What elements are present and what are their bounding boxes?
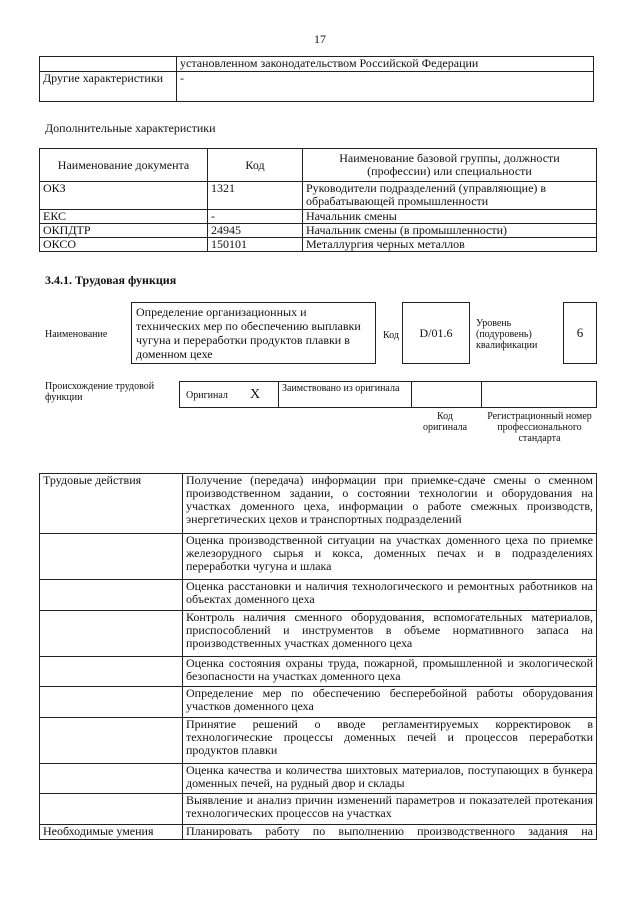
actions-table: [39, 473, 597, 840]
top-table: [39, 56, 594, 102]
level-value-box: [563, 302, 597, 364]
action-item: Оценка расстановки и наличия технологического и ремонтных работников на объектах доменного цеха: [183, 580, 597, 611]
action-item: Оценка состояния охраны труда, пожарной, промышленной и экологической безопасности на участках доменного цеха: [183, 657, 597, 687]
original-label: Оригинал: [186, 390, 228, 401]
actions-label: [40, 580, 183, 611]
name-value: Определение организационных и технических мер по обеспечению выплавки чугуна и переработки продуктов плавки в доменном цехе: [136, 305, 361, 361]
doc-header: Код: [208, 149, 303, 182]
code-label: Код: [383, 330, 399, 341]
code-original-cell: [413, 382, 482, 407]
code-original-caption: Код оригинала: [422, 411, 468, 433]
doc-table: [39, 148, 597, 252]
actions-label: [40, 718, 183, 764]
action-item: Оценка производственной ситуации на участках доменного цеха по приемке железорудного сырья и кокса, доменных печах и в подразделениях переработки чугуна и шлака: [183, 534, 597, 580]
name-value-box: [131, 302, 376, 364]
actions-label: Трудовые действия: [40, 474, 183, 534]
doc-cell: 150101: [208, 238, 303, 252]
borrowed-cell: [279, 382, 412, 407]
code-value: D/01.6: [419, 325, 453, 340]
other-characteristics-value: -: [177, 72, 594, 102]
doc-cell: 1321: [208, 182, 303, 210]
function-heading: 3.4.1. Трудовая функция: [45, 273, 177, 287]
name-label: Наименование: [45, 329, 108, 340]
skill-item: Планировать работу по выполнению производственного задания на: [183, 825, 597, 840]
doc-header: Наименование документа: [40, 149, 208, 182]
action-item: Получение (передача) информации при приемке-сдаче смены о сменном производственном задании, о состоянии технологии и оборудования на участках доменного цеха, информации о работе смежных производств, энергетических цехов и транспортных подразделений: [183, 474, 597, 534]
doc-cell: Руководители подразделений (управляющие) в обрабатывающей промышленности: [303, 182, 597, 210]
doc-cell: -: [208, 210, 303, 224]
original-cell: [180, 382, 279, 407]
additional-heading: Дополнительные характеристики: [45, 121, 216, 135]
action-item: Определение мер по обеспечению бесперебойной работы оборудования участков доменного цеха: [183, 687, 597, 718]
skills-label: Необходимые умения: [40, 825, 183, 840]
actions-label: [40, 687, 183, 718]
borrowed-label: Заимствовано из оригинала: [282, 383, 400, 394]
doc-cell: Начальник смены (в промышленности): [303, 224, 597, 238]
level-value: 6: [576, 325, 584, 340]
action-item: Контроль наличия сменного оборудования, вспомогательных материалов, приспособлений и инструментов в объеме нормативного запаса на производственных участках доменного цеха: [183, 611, 597, 657]
code-value-box: [402, 302, 470, 364]
actions-label: [40, 764, 183, 794]
level-label: Уровень (подуровень) квалификации: [476, 318, 538, 351]
actions-label: [40, 534, 183, 580]
actions-label: [40, 611, 183, 657]
origin-box: [179, 381, 597, 408]
origin-label: Происхождение трудовой функции: [45, 381, 155, 403]
action-item: Оценка качества и количества шихтовых материалов, поступающих в бункера доменных печей, на рудный двор и склады: [183, 764, 597, 794]
page-number: 17: [314, 32, 326, 46]
doc-cell: ОКЗ: [40, 182, 208, 210]
doc-cell: 24945: [208, 224, 303, 238]
other-characteristics-label: Другие характеристики: [40, 72, 177, 102]
reg-number-caption: Регистрационный номер профессионального стандарта: [487, 411, 592, 444]
doc-cell: Металлургия черных металлов: [303, 238, 597, 252]
doc-cell: ОКПДТР: [40, 224, 208, 238]
action-item: Принятие решений о вводе регламентируемых корректировок в технологические процессы доменных печей и процессов переработки продуктов плавки: [183, 718, 597, 764]
actions-label: [40, 657, 183, 687]
doc-cell: Начальник смены: [303, 210, 597, 224]
top-table-cell: [40, 57, 177, 72]
action-item: Выявление и анализ причин изменений параметров и показателей протекания технологических процессов на участках: [183, 794, 597, 825]
doc-header: Наименование базовой группы, должности (профессии) или специальности: [303, 149, 597, 182]
top-table-cell: установленном законодательством Российской Федерации: [177, 57, 594, 72]
doc-cell: ОКСО: [40, 238, 208, 252]
original-mark: X: [250, 387, 261, 402]
actions-label: [40, 794, 183, 825]
doc-cell: ЕКС: [40, 210, 208, 224]
